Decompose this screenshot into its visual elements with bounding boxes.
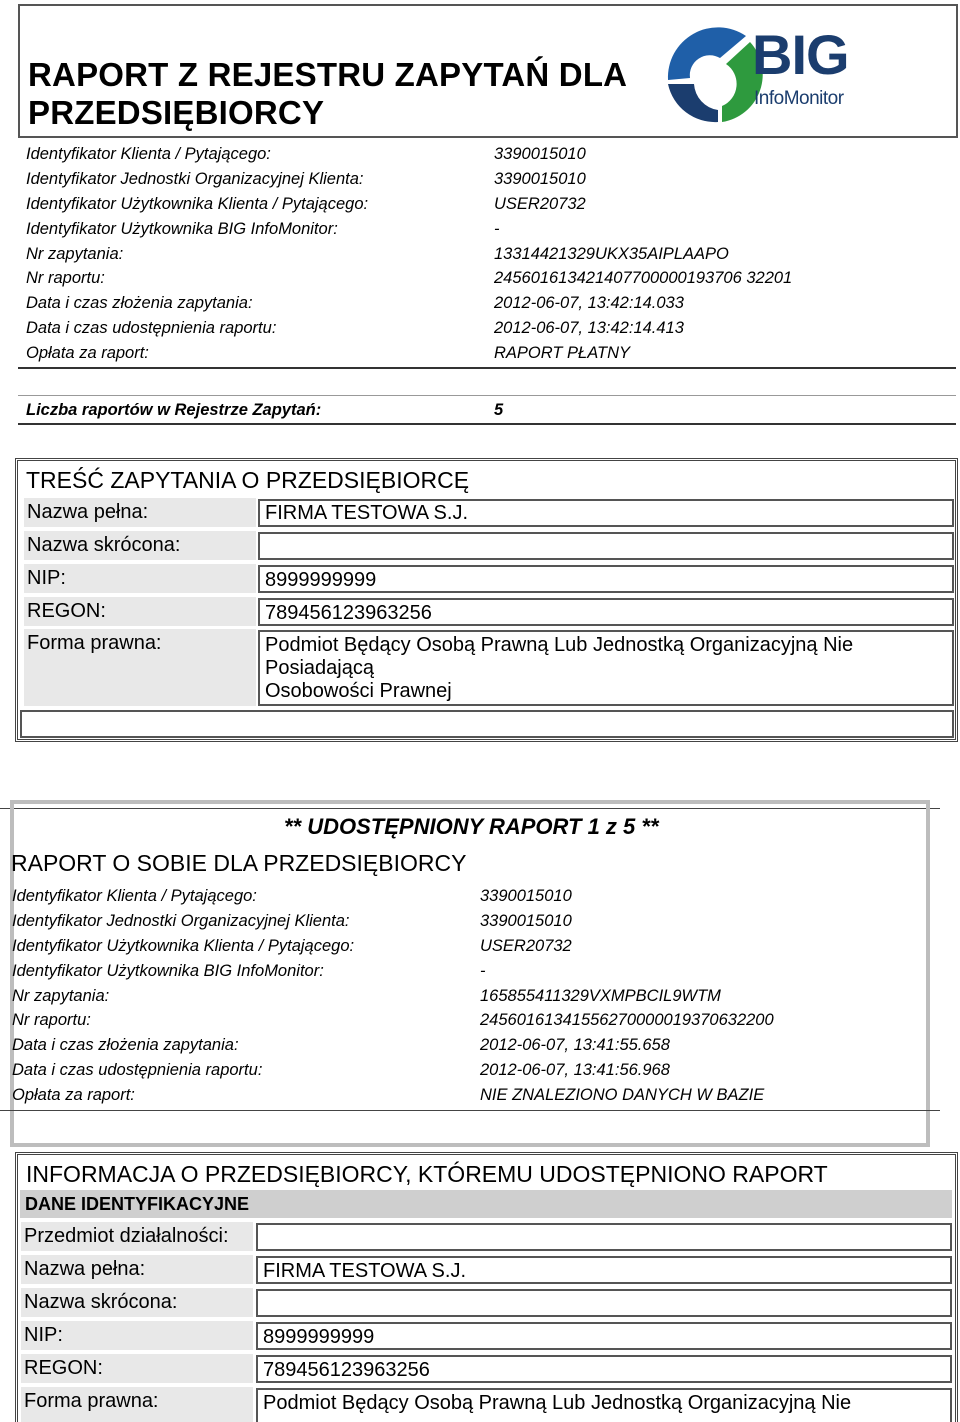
info-row [12, 909, 912, 934]
info-row [12, 1033, 912, 1058]
info-row [26, 142, 946, 167]
field-label: Przedmiot działalności: [21, 1222, 253, 1251]
info-label: Identyfikator Jednostki Organizacyjnej Klienta: [26, 169, 364, 188]
info-label: Data i czas udostępnienia raportu: [26, 319, 277, 338]
info-row [26, 217, 946, 242]
query-panel-title: TREŚĆ ZAPYTANIA O PRZEDSIĘBIORCĘ [26, 467, 470, 493]
info-value: - [494, 219, 500, 238]
info-label: Nr zapytania: [12, 986, 110, 1005]
field-value-legal-form: Podmiot Będący Osobą Prawną Lub Jednostką Organizacyjną Nie [256, 1388, 952, 1422]
field-label: Nazwa skrócona: [24, 531, 256, 560]
field-value-nip: 8999999999 [258, 565, 954, 593]
field-value-regon: 789456123963256 [258, 598, 954, 626]
info-label: Data i czas złożenia zapytania: [12, 1036, 239, 1055]
legal-form-line: Podmiot Będący Osobą Prawną Lub Jednostką Organizacyjną Nie [265, 634, 854, 656]
field-label: NIP: [21, 1321, 253, 1350]
field-value-full-name: FIRMA TESTOWA S.J. [256, 1256, 952, 1284]
info-value: 2012-06-07, 13:42:14.413 [494, 319, 684, 338]
info-value: 2012-06-07, 13:42:14.033 [494, 294, 684, 313]
empty-row [20, 710, 954, 738]
report-count-row [26, 398, 926, 422]
info-row [26, 291, 946, 316]
info-row [12, 959, 912, 984]
section-header-label: DANE IDENTYFIKACYJNE [25, 1194, 250, 1214]
info-row [26, 316, 946, 341]
field-label: REGON: [21, 1354, 253, 1383]
field-label: NIP: [24, 564, 256, 593]
info-label: Identyfikator Użytkownika BIG InfoMonitor: [26, 219, 338, 238]
field-value-legal-form [258, 630, 954, 706]
info-value: 3390015010 [480, 911, 572, 930]
field-value-short-name [256, 1289, 952, 1317]
info-row [26, 266, 946, 291]
info-row [26, 242, 946, 267]
divider [18, 395, 956, 396]
report-header [18, 4, 958, 138]
logo-big-text: BIG [752, 23, 849, 86]
info-label: Identyfikator Użytkownika BIG InfoMonitor: [12, 961, 324, 980]
info-row [12, 934, 912, 959]
info-value: 2012-06-07, 13:41:55.658 [480, 1036, 670, 1055]
field-value-business-activity [256, 1223, 952, 1251]
info-row [12, 984, 912, 1009]
info-value: 13314421329UKX35AIPLAAPO [494, 244, 729, 263]
info-row [26, 167, 946, 192]
field-value-full-name: FIRMA TESTOWA S.J. [258, 499, 954, 527]
report-count-label: Liczba raportów w Rejestrze Zapytań: [26, 401, 322, 419]
report-title [28, 56, 627, 132]
info-label: Identyfikator Klienta / Pytającego: [26, 145, 271, 163]
info-value: NIE ZNALEZIONO DANYCH W BAZIE [480, 1086, 765, 1105]
request-info-list [26, 142, 946, 366]
info-row [12, 884, 912, 909]
info-value: 245601613421407700000193706 32201 [494, 269, 793, 288]
divider [18, 367, 956, 369]
shared-report-title: RAPORT O SOBIE DLA PRZEDSIĘBIORCY [11, 850, 467, 876]
info-label: Identyfikator Klienta / Pytającego: [12, 887, 257, 905]
report-count-value: 5 [494, 401, 504, 419]
info-row [12, 1083, 912, 1108]
info-label: Data i czas złożenia zapytania: [26, 294, 253, 313]
info-row [26, 192, 946, 217]
info-label: Nr zapytania: [26, 244, 124, 263]
info-label: Identyfikator Użytkownika Klienta / Pytającego: [26, 194, 369, 213]
info-value: 165855411329VXMPBCIL9WTM [480, 986, 721, 1005]
logo-infomonitor-text: InfoMonitor [754, 88, 844, 109]
field-value-short-name [258, 532, 954, 560]
info-value: - [480, 961, 486, 980]
info-value: USER20732 [494, 194, 586, 213]
legal-form-line: Osobowości Prawnej [265, 680, 452, 702]
field-label: REGON: [24, 597, 256, 626]
big-infomonitor-logo [660, 18, 860, 128]
field-label: Nazwa pełna: [24, 498, 256, 527]
info-label: Opłata za raport: [26, 344, 149, 363]
info-value: RAPORT PŁATNY [494, 344, 631, 363]
info-label: Nr raportu: [26, 269, 105, 288]
report-title-line1: RAPORT Z REJESTRU ZAPYTAŃ DLA [28, 56, 628, 93]
info-row [12, 1058, 912, 1083]
company-panel-title: INFORMACJA O PRZEDSIĘBIORCY, KTÓREMU UDOSTĘPNIONO RAPORT [26, 1161, 828, 1187]
query-panel [15, 458, 958, 742]
info-label: Data i czas udostępnienia raportu: [12, 1061, 263, 1080]
info-label: Identyfikator Jednostki Organizacyjnej Klienta: [12, 911, 350, 930]
shared-info-list [12, 884, 912, 1108]
info-label: Nr raportu: [12, 1011, 91, 1030]
info-row [12, 1008, 912, 1033]
divider [18, 423, 956, 425]
info-value: 3390015010 [494, 169, 586, 188]
report-title-line2: PRZEDSIĘBIORCY [28, 94, 325, 131]
section-header-identification [20, 1190, 952, 1218]
field-label: Nazwa pełna: [21, 1255, 253, 1284]
field-label: Nazwa skrócona: [21, 1288, 253, 1317]
field-label: Forma prawna: [21, 1387, 253, 1422]
info-value: 3390015010 [494, 145, 586, 163]
field-label: Forma prawna: [24, 629, 256, 706]
field-value-regon: 789456123963256 [256, 1355, 952, 1383]
info-value: USER20732 [480, 936, 572, 955]
divider [0, 1110, 940, 1111]
field-value-nip: 8999999999 [256, 1322, 952, 1350]
info-value: 3390015010 [480, 887, 572, 905]
info-label: Opłata za raport: [12, 1086, 135, 1105]
info-value: 24560161341556270000019370632200 [480, 1011, 774, 1030]
shared-report-heading: ** UDOSTĘPNIONY RAPORT 1 z 5 ** [284, 814, 659, 839]
info-row [26, 341, 946, 366]
info-label: Identyfikator Użytkownika Klienta / Pytającego: [12, 936, 355, 955]
legal-form-line: Posiadającą [265, 657, 374, 679]
info-value: 2012-06-07, 13:41:56.968 [480, 1061, 670, 1080]
